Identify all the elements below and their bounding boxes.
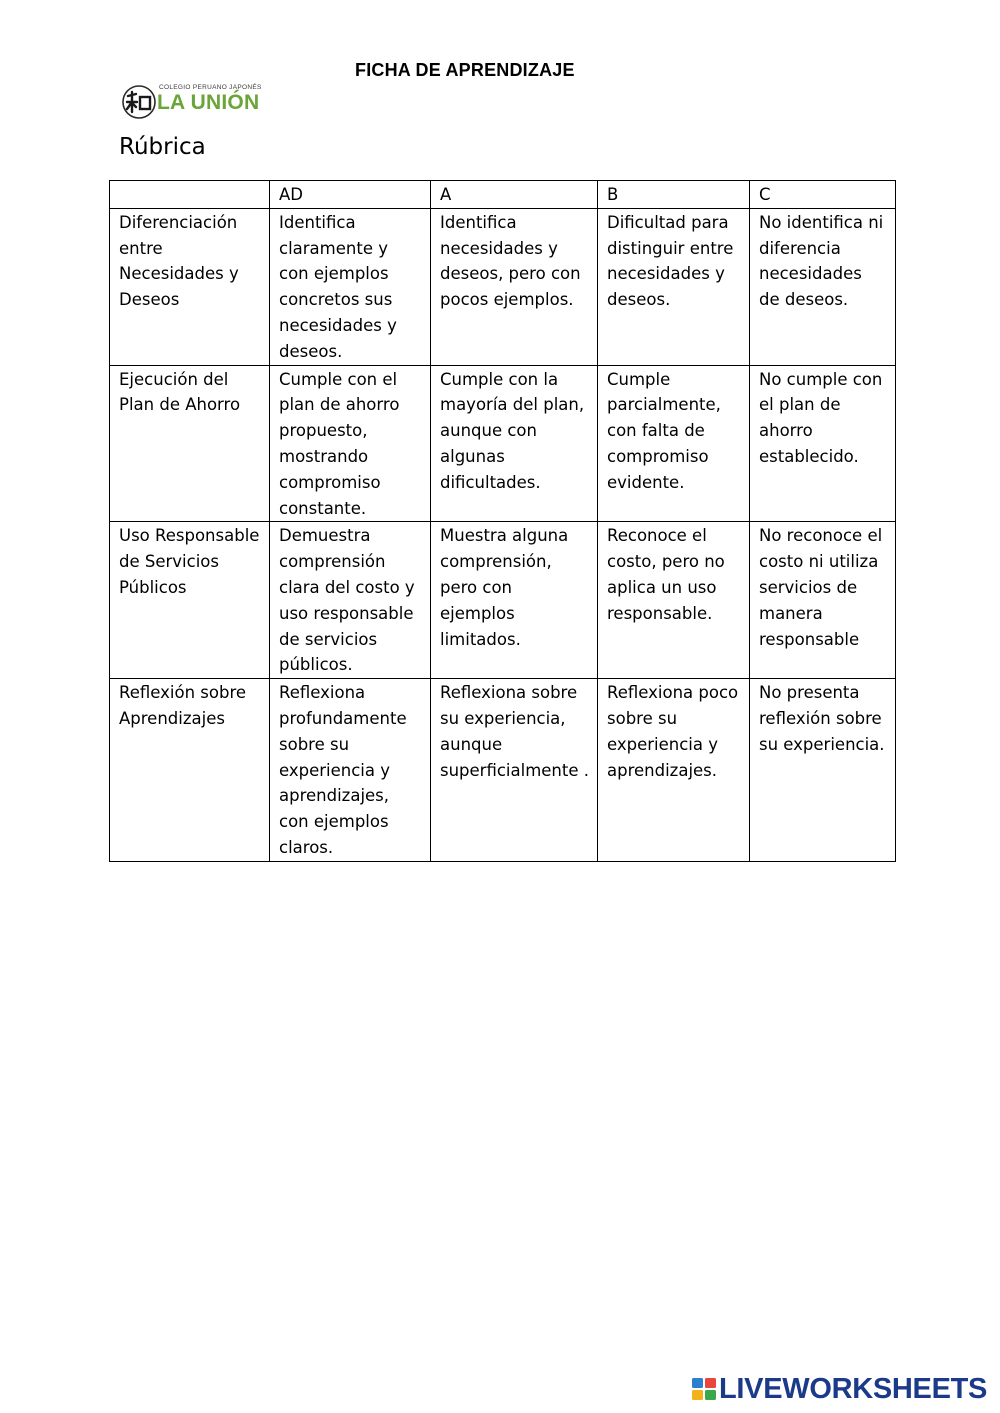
table-cell: Reflexiona poco sobre su experiencia y aprendizajes. (598, 679, 750, 862)
table-cell: Identifica necesidades y deseos, pero con pocos ejemplos. (431, 208, 598, 365)
page-title: FICHA DE APRENDIZAJE (355, 60, 575, 80)
column-header (110, 181, 270, 209)
table-cell: Reflexiona sobre su experiencia, aunque superficialmente . (431, 679, 598, 862)
table-cell: Reflexiona profundamente sobre su experiencia y aprendizajes, con ejemplos claros. (270, 679, 431, 862)
school-logo (120, 82, 260, 122)
table-cell: Reconoce el costo, pero no aplica un uso responsable. (598, 522, 750, 679)
table-row (110, 208, 896, 365)
table-cell: Demuestra comprensión clara del costo y uso responsable de servicios públicos. (270, 522, 431, 679)
criterion-cell: Diferenciación entre Necesidades y Deseos (110, 208, 270, 365)
liveworksheets-brand: LIVEWORKSHEETS (719, 1373, 988, 1405)
criterion-cell: Uso Responsable de Servicios Públicos (110, 522, 270, 679)
column-header: B (598, 181, 750, 209)
table-row (110, 365, 896, 522)
criterion-cell: Ejecución del Plan de Ahorro (110, 365, 270, 522)
criterion-cell: Reflexión sobre Aprendizajes (110, 679, 270, 862)
table-row (110, 679, 896, 862)
logo-name: LA UNIÓN (157, 91, 260, 114)
liveworksheets-logo-icon (691, 1377, 717, 1401)
logo-subtitle: COLEGIO PERUANO JAPONÉS (159, 84, 262, 91)
liveworksheets-watermark (691, 1373, 991, 1405)
table-cell: No cumple con el plan de ahorro establecido. (750, 365, 896, 522)
table-cell: Cumple con el plan de ahorro propuesto, mostrando compromiso constante. (270, 365, 431, 522)
column-header: A (431, 181, 598, 209)
table-header-row (110, 181, 896, 209)
table-cell: No reconoce el costo ni utiliza servicios de manera responsable (750, 522, 896, 679)
table-cell: No presenta reflexión sobre su experiencia. (750, 679, 896, 862)
table-cell: No identifica ni diferencia necesidades de deseos. (750, 208, 896, 365)
column-header: C (750, 181, 896, 209)
table-cell: Identifica claramente y con ejemplos concretos sus necesidades y deseos. (270, 208, 431, 365)
rubric-heading: Rúbrica (119, 134, 206, 160)
rubric-table (109, 180, 896, 862)
kanji-wa-icon (120, 84, 158, 120)
table-cell: Dificultad para distinguir entre necesidades y deseos. (598, 208, 750, 365)
table-row (110, 522, 896, 679)
column-header: AD (270, 181, 431, 209)
table-cell: Muestra alguna comprensión, pero con ejemplos limitados. (431, 522, 598, 679)
table-cell: Cumple parcialmente, con falta de compromiso evidente. (598, 365, 750, 522)
table-cell: Cumple con la mayoría del plan, aunque con algunas dificultades. (431, 365, 598, 522)
